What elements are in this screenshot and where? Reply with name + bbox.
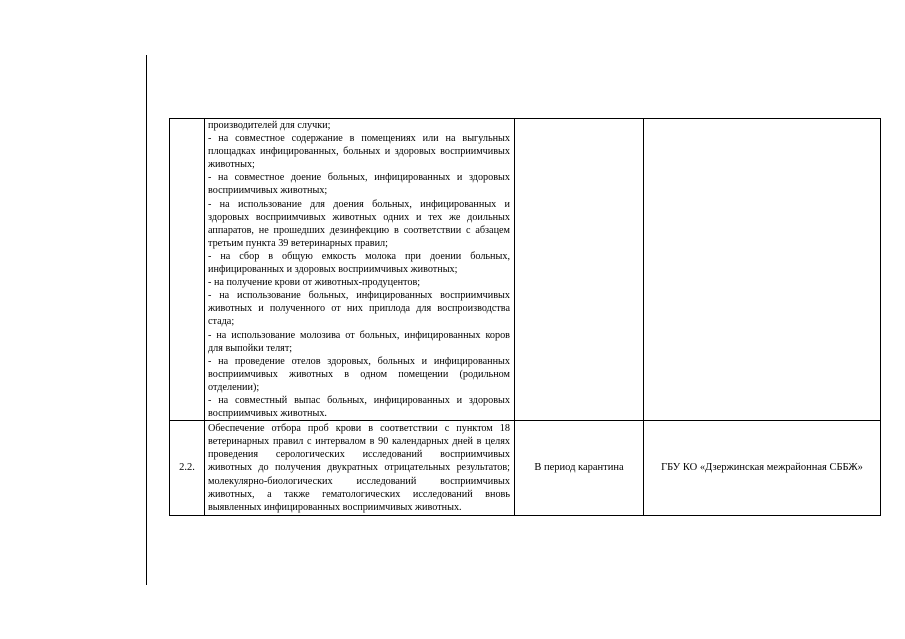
table-row: [170, 119, 881, 421]
measure-paragraph: производителей для случки;: [208, 120, 331, 131]
measure-paragraph: - на использование молозива от больных, инфицированных коров для выпойки телят;: [208, 329, 510, 354]
row-number: 2.2.: [179, 462, 195, 474]
page-margin-line: [146, 55, 147, 585]
table-row: [170, 421, 881, 516]
measure-paragraph: - на проведение отелов здоровых, больных и инфицированных восприимчивых животных в одном помещении (родильном отделении);: [208, 355, 510, 393]
measure-text-cell: [205, 421, 515, 516]
row-number-cell: [170, 119, 205, 421]
measure-paragraph: - на использование больных, инфицированных восприимчивых животных и полученного от них приплода для воспроизводства стада;: [208, 290, 510, 328]
executor-text: ГБУ КО «Дзержинская межрайонная СББЖ»: [661, 462, 863, 474]
period-cell: [515, 421, 644, 516]
measure-paragraph: - на совместное содержание в помещениях или на выгульных площадках инфицированных, больных и здоровых восприимчивых животных;: [208, 133, 510, 171]
period-text: В период карантина: [534, 462, 624, 474]
row-number-cell: [170, 421, 205, 516]
measures-table: [169, 118, 881, 516]
measure-paragraph: - на сбор в общую емкость молока при доении больных, инфицированных и здоровых восприимчивых животных;: [208, 250, 510, 276]
measure-paragraph: - на совместный выпас больных, инфицированных и здоровых восприимчивых животных.: [208, 394, 510, 420]
period-cell: [515, 119, 644, 421]
measure-paragraph: - на получение крови от животных-продуцентов;: [208, 277, 421, 289]
measure-text-cell: [205, 119, 515, 421]
measure-paragraph: Обеспечение отбора проб крови в соответствии с пунктом 18 ветеринарных правил с интервалом в 90 календарных дней в целях проведения серологических исследований восприимчивых животных до получения двукратных отрицательных результатов; молекулярно-биологических исследований восприимчивых животных, а также гематологических исследований вновь выявленных инфицированных восприимчивых животных.: [208, 423, 510, 513]
measure-paragraph: - на использование для доения больных, инфицированных и здоровых восприимчивых животных одних и тех же доильных аппаратов, не прошедших дезинфекцию в соответствии с абзацем третьим пункта 39 ветеринарных правил;: [208, 198, 510, 249]
executor-cell: [644, 119, 881, 421]
executor-cell: [644, 421, 881, 516]
measure-paragraph: - на совместное доение больных, инфицированных и здоровых восприимчивых животных;: [208, 172, 510, 197]
